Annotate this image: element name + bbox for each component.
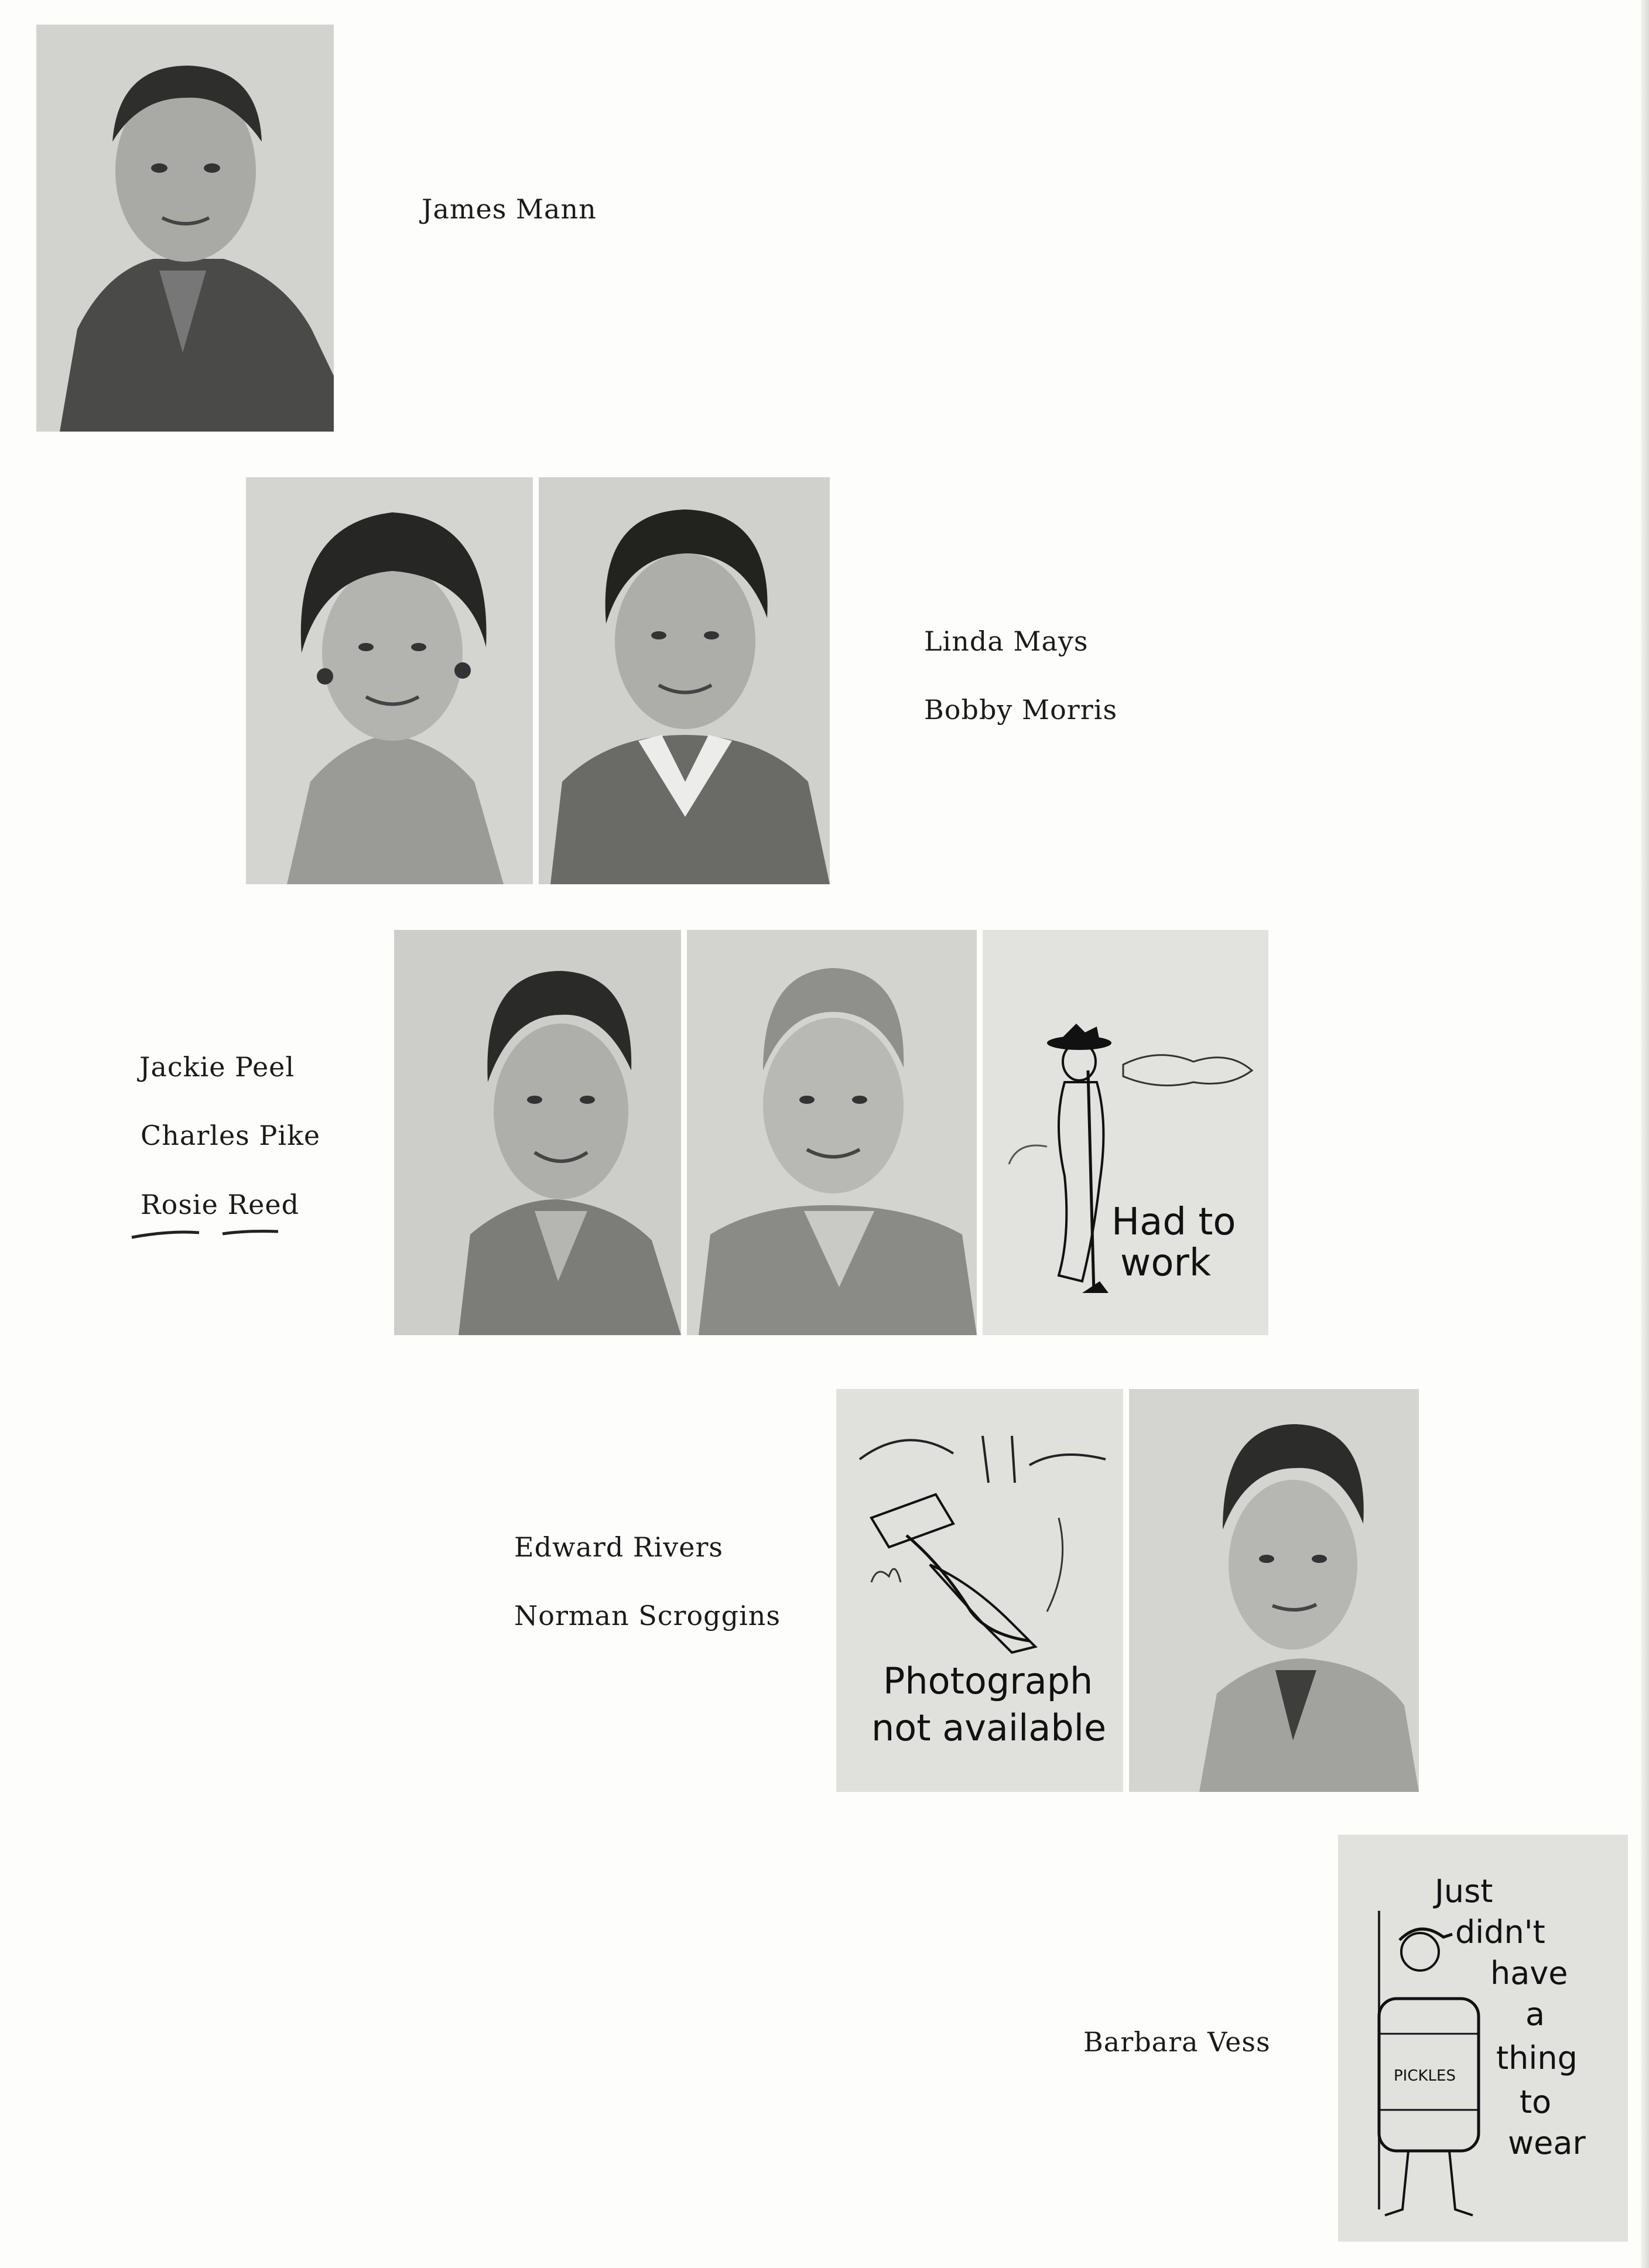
cartoon-caption: didn't (1455, 1914, 1545, 1951)
portrait-linda-mays (246, 477, 533, 884)
cartoon-caption: Photograph (883, 1660, 1093, 1702)
cartoon-caption: Had to (1111, 1200, 1236, 1244)
portrait-charles-pike (687, 930, 977, 1335)
barrel-label: PICKLES (1394, 2067, 1456, 2085)
cartoon-nothing-to-wear (1338, 1835, 1628, 2242)
portrait-jackie-peel (394, 930, 681, 1335)
portrait-norman-scroggins (1129, 1389, 1419, 1792)
student-name: Barbara Vess (1083, 2026, 1271, 2058)
student-name: Linda Mays (924, 625, 1089, 657)
cartoon-caption: work (1120, 1241, 1211, 1285)
page-edge (1641, 0, 1649, 2268)
cartoon-caption: Just (1435, 1873, 1493, 1910)
cartoon-caption: have (1490, 1955, 1568, 1992)
student-name: Bobby Morris (924, 694, 1118, 726)
student-name: Rosie Reed (141, 1189, 300, 1220)
cartoon-photograph-not-available (836, 1389, 1123, 1792)
cartoon-had-to-work (983, 930, 1268, 1335)
portrait-james-mann (36, 25, 334, 432)
cartoon-caption: to (1520, 2084, 1552, 2120)
portrait-bobby-morris (539, 477, 830, 884)
cartoon-caption: thing (1496, 2040, 1578, 2077)
student-name: Norman Scroggins (514, 1600, 781, 1631)
student-name: Charles Pike (141, 1120, 321, 1151)
student-name: Edward Rivers (514, 1531, 724, 1563)
cartoon-caption: a (1525, 1996, 1545, 2033)
cartoon-caption: not available (871, 1706, 1107, 1749)
student-name: James Mann (422, 193, 597, 225)
student-name: Jackie Peel (139, 1051, 295, 1083)
handwritten-underline (129, 1221, 287, 1244)
cartoon-caption: wear (1508, 2125, 1586, 2161)
